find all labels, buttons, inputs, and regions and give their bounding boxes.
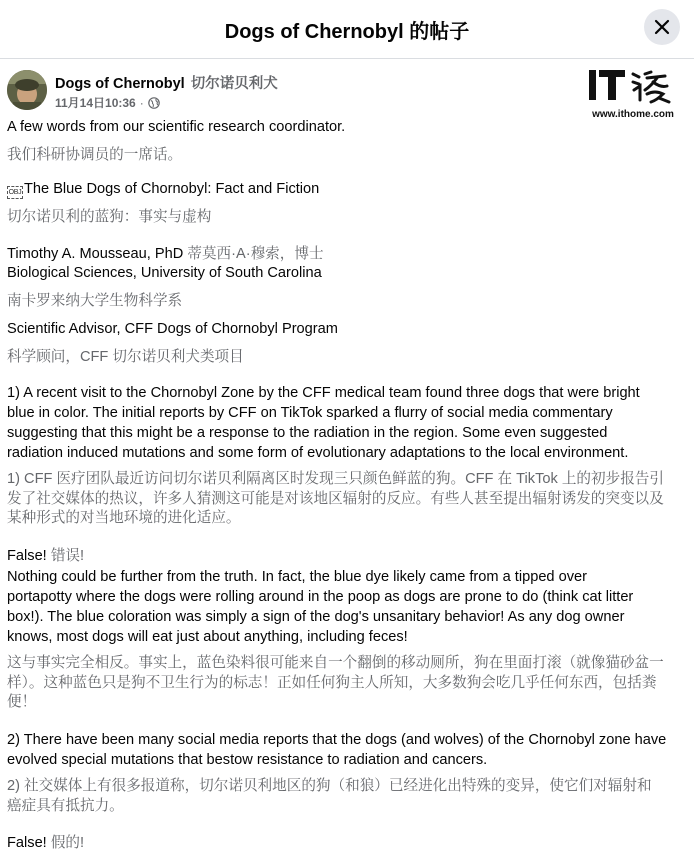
truth-cn-line: 便！	[7, 694, 37, 710]
point1-line: 1) A recent visit to the Chornobyl Zone by the CFF medical team found three dogs that were bright	[7, 385, 640, 401]
truth-cn-line: 这与事实完全相反。事实上，蓝色染料很可能来自一个翻倒的移动厕所，狗在里面打滚（就像猫砂盆一	[7, 655, 664, 671]
intro-translation: 我们科研协调员的一席话。	[7, 147, 183, 163]
post-timestamp[interactable]: 11月14日10:36	[55, 96, 136, 110]
truth-line: Nothing could be further from the truth. In fact, the blue dye likely came from a tipped over	[7, 569, 587, 585]
author-credit-name-translation: 蒂莫西·A·穆索，博士	[187, 246, 324, 262]
point2-paragraph	[7, 730, 666, 770]
post-author	[7, 70, 467, 114]
point1-paragraph	[7, 383, 640, 463]
author-credit-translation: 南卡罗来纳大学生物科学系	[7, 293, 183, 309]
false1-translation: 错误!	[50, 548, 85, 564]
author-credit-name: Timothy A. Mousseau, PhD	[7, 246, 184, 262]
truth-line: portapotty where the dogs were rolling around in the poop as dogs are prone to do (think cat litter	[7, 589, 634, 605]
dialog-title: Dogs of Chernobyl 的帖子	[224, 21, 470, 43]
false2-text: False!	[7, 835, 47, 851]
dialog-header	[0, 0, 694, 59]
truth-cn-line: 样）。这种蓝色只是狗不卫生行为的标志！正如任何狗主人所知，大多数狗会吃几乎任何东西，包括粪	[7, 674, 657, 691]
article-title-text: The Blue Dogs of Chornobyl: Fact and Fiction	[24, 181, 320, 197]
article-title	[7, 179, 319, 199]
avatar[interactable]	[7, 70, 47, 110]
false2-line	[7, 833, 84, 853]
false1-text: False!	[7, 548, 47, 564]
point1-cn-line: 发了社交媒体的热议，许多人猜测这可能是对该地区辐射的反应。有些人甚至提出辐射诱发的突变以及	[7, 490, 664, 507]
point2-translation	[7, 777, 652, 816]
advisor-text: Scientific Advisor, CFF Dogs of Chornobyl Program	[7, 321, 338, 337]
point1-cn-line: 1) CFF 医疗团队最近访问切尔诺贝利隔离区时发现三只颜色鲜蓝的狗。CFF 在 TikTok 上的初步报告引	[7, 471, 664, 487]
meta-separator: ·	[139, 95, 144, 110]
truth-line: knows, most dogs will eat just about anything, including feces!	[7, 629, 408, 645]
truth-paragraph	[7, 567, 633, 647]
false2-translation: 假的!	[50, 835, 85, 851]
point2-cn-line: 2) 社交媒体上有很多报道称，切尔诺贝利地区的狗（和狼）已经进化出特殊的变异，使它们对辐射和	[7, 778, 652, 794]
point1-cn-line: 某种形式的对当地环境的进化适应。	[7, 510, 241, 526]
point2-cn-line: 癌症具有抵抗力。	[7, 797, 124, 814]
close-button[interactable]	[644, 9, 680, 45]
close-icon	[654, 19, 670, 35]
missing-glyph-box: OBJ	[7, 186, 23, 199]
globe-icon	[148, 97, 160, 109]
advisor-translation: 科学顾问，CFF 切尔诺贝利犬类项目	[7, 349, 244, 365]
ithome-logo	[587, 68, 679, 108]
author-line	[55, 72, 278, 93]
author-name[interactable]: Dogs of Chernobyl	[55, 76, 185, 92]
post-meta	[55, 94, 160, 111]
author-credit-line2: Biological Sciences, University of South Carolina	[7, 265, 322, 281]
article-title-translation: 切尔诺贝利的蓝狗：事实与虚构	[7, 209, 212, 225]
point1-line: radiation induced mutations and some form of evolutionary adaptations to the local environment.	[7, 445, 629, 461]
point1-translation	[7, 470, 664, 529]
point1-line: suggesting that this might be a response to the radiation in the region. Some even suggested	[7, 425, 608, 441]
point1-line: blue in color. The initial reports by CFF on TikTok sparked a flurry of social media commentary	[7, 405, 613, 421]
ithome-watermark	[587, 68, 679, 124]
author-credit-line1	[7, 244, 324, 264]
false1-line	[7, 546, 84, 566]
watermark-url: www.ithome.com	[592, 109, 674, 120]
point2-line: 2) There have been many social media reports that the dogs (and wolves) of the Chornobyl zone have	[7, 732, 667, 748]
truth-line: box!). The blue coloration was simply a sign of the dog's unsanitary behavior! As any dog owner	[7, 609, 625, 625]
author-name-translation: 切尔诺贝利犬	[190, 76, 278, 92]
point2-line: evolved special mutations that bestow resistance to radiation and cancers.	[7, 752, 488, 768]
intro-text: A few words from our scientific research coordinator.	[7, 119, 346, 135]
truth-translation	[7, 654, 664, 713]
